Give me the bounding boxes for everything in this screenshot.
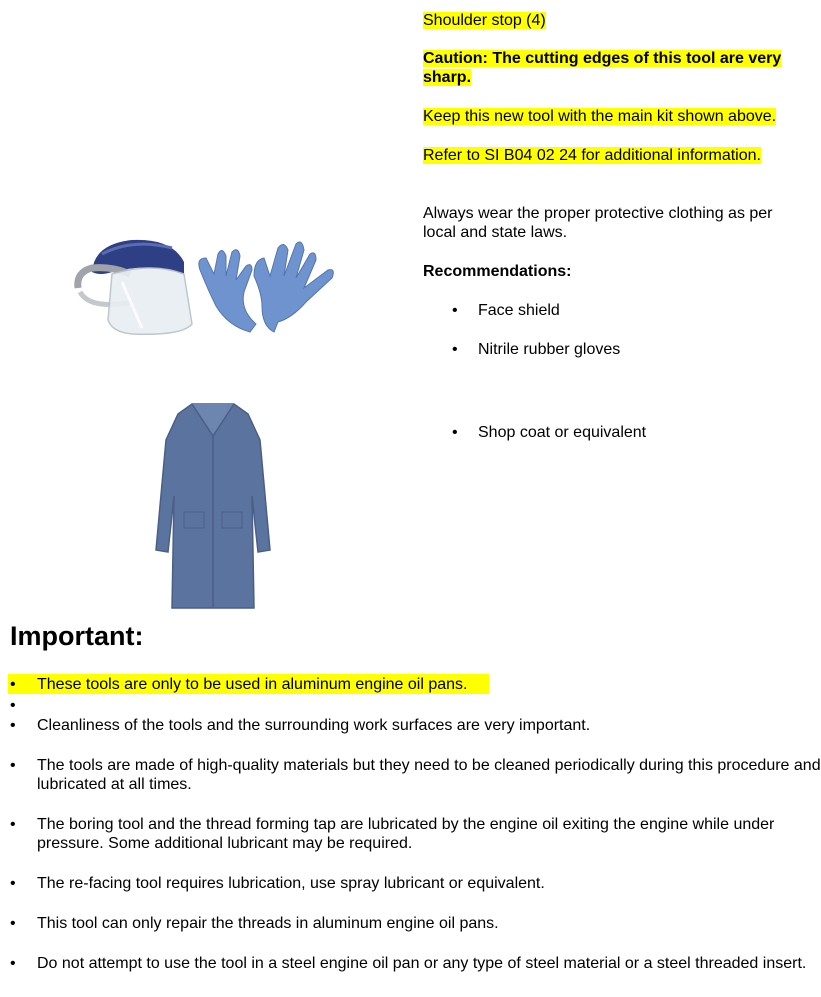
shoulder-stop-line: Shoulder stop (4) [423,12,546,29]
bullet: • [10,955,16,972]
caution-note: Caution: The cutting edges of this tool are very sharp. [423,50,782,86]
bullet: • [10,915,16,932]
recommendations-heading: Recommendations: [423,263,572,280]
face-shield-image [72,232,198,342]
bullet: • [10,676,16,693]
protective-clothing-text: Always wear the proper protective clothing as per local and state laws. [423,205,773,241]
important-title: Important: [10,621,144,651]
nitrile-gloves-image [192,236,342,336]
bullet: • [452,424,458,441]
bullet: • [452,341,458,358]
bullet: • [10,717,16,734]
bullet: • [10,875,16,892]
bullet: • [10,816,16,833]
shop-coat-image [152,400,274,614]
keep-tool-note: Keep this new tool with the main kit shown above. [423,108,777,125]
bullet: • [10,697,16,714]
bullet: • [10,757,16,774]
refer-note: Refer to SI B04 02 24 for additional information. [423,147,761,164]
bullet: • [452,302,458,319]
